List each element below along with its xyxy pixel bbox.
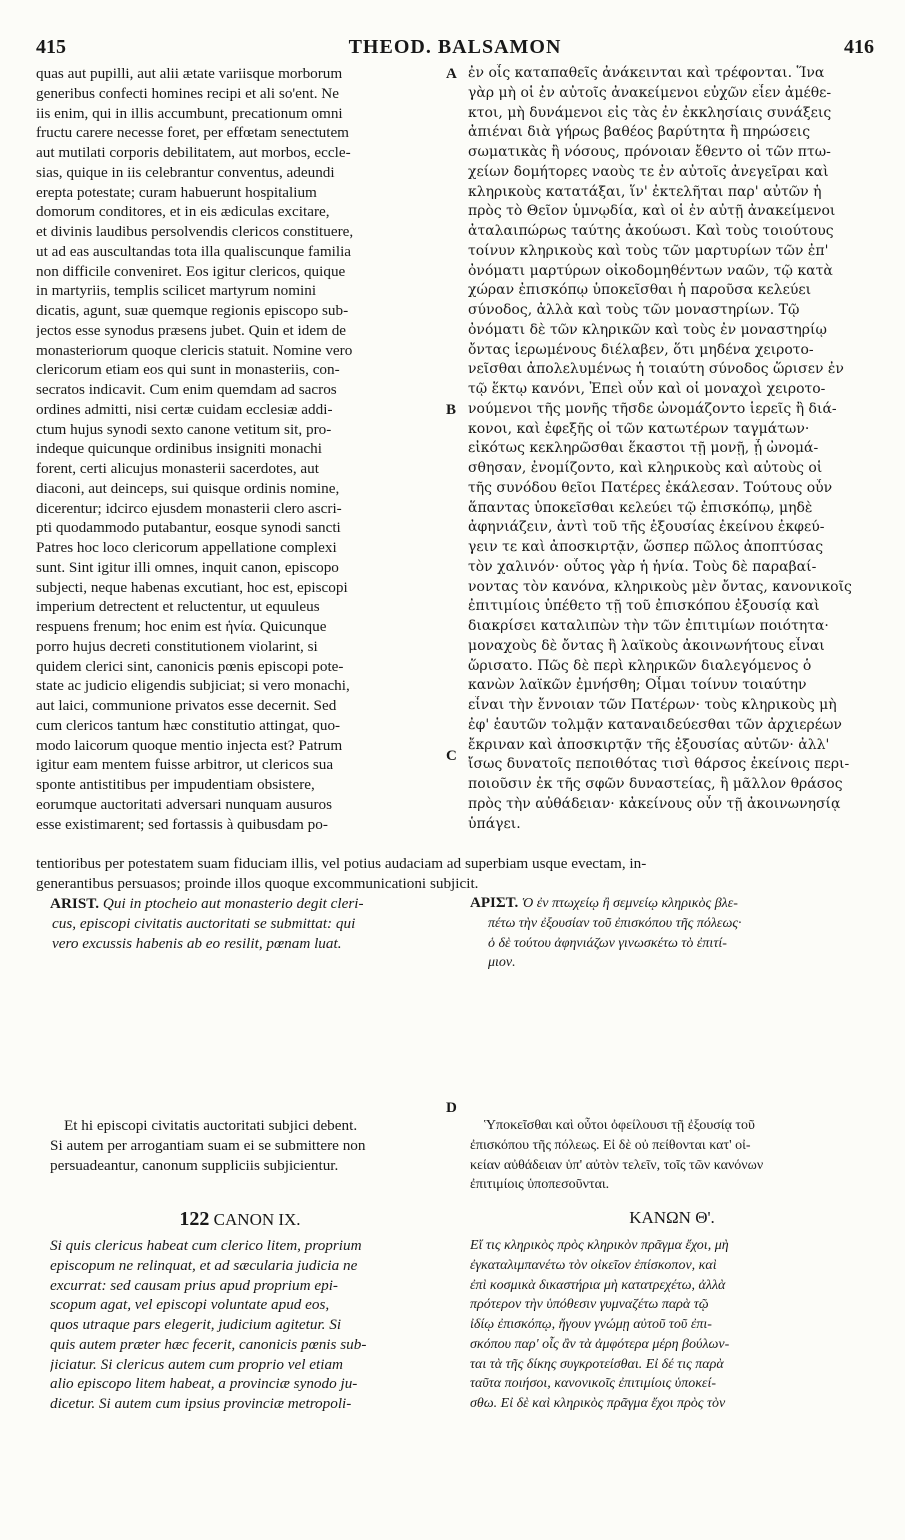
latin-text-line: sponte antistitibus per impudentiam obsistere, xyxy=(36,776,315,793)
greek-text-line: ὀνόματι μαρτύρων οἰκοδομηθέντων ναῶν, τῷ κατὰ xyxy=(468,262,833,279)
greek-text-line: γὰρ μὴ οἱ ἐν αὐτοῖς ἀνακείμενοι εὐχῶν εἶεν ἀμέθε- xyxy=(468,84,832,101)
comment-greek-line: κείαν αὐθάδειαν ὑπ' αὐτὸν τελεῖν, τοῖς τῶν κανόνων xyxy=(470,1157,764,1173)
greek-text-line: εἶναι τὴν ἔννοιαν τῶν Πατέρων· τοὺς κληρικοὺς μὴ xyxy=(468,697,837,713)
greek-text-line: ἐν οἷς καταπαθεῖς ἀνάκεινται καὶ τρέφονται. Ἵνα xyxy=(468,65,825,81)
canon-title-greek: ΚΑΝΩΝ Θ'. xyxy=(629,1208,715,1227)
latin-text-line: sias, quique in iis celebrantur conventus, adeundi xyxy=(36,163,335,181)
canon-latin-line: scopum agat, vel episcopi voluntate apud eos, xyxy=(50,1296,330,1314)
greek-text-line: τῆς συνόδου θεῖοι Πατέρες ἐκάλεσαν. Τούτους οὖν xyxy=(468,479,833,496)
greek-text-line: τῷ ἕκτῳ κανόνι, Ἐπεὶ οὖν καὶ οἱ μοναχοὶ χειροτο- xyxy=(468,381,826,397)
canon-greek-line: ταῦτα ποιήσοι, κανονικοῖς ἐπιτιμίοις ὑποκεί- xyxy=(470,1376,716,1392)
latin-text-line: dicatis, agunt, suæ quemque regionis episcopo sub- xyxy=(36,302,349,319)
canon-greek-line: Εἴ τις κληρικὸς πρὸς κληρικὸν πρᾶγμα ἔχοι, μὴ xyxy=(470,1238,729,1253)
latin-text-line: Patres hoc loco clericorum appellatione complexi xyxy=(36,539,337,556)
canon-latin-line: quos utraque pars elegerit, judicium agitetur. Si xyxy=(50,1316,342,1333)
latin-text-line: cum clericos tantum hæc constitutio attingat, quo- xyxy=(36,716,341,734)
canon-heading-latin xyxy=(36,1208,444,1231)
greek-text-line: διακρίσει καταλιπὼν τὴν τῶν ἐπιτιμίων ποιότητα· xyxy=(468,618,829,634)
greek-text-line: σύνοδος, ἀλλὰ καὶ τοὺς τῶν μοναστηρίων. Τῷ xyxy=(468,302,800,318)
full-width-text xyxy=(36,854,876,894)
latin-text-line: ctum hujus synodi sexto canone vetitum sit, pro- xyxy=(36,420,332,438)
latin-text-line: secratos indicavit. Cum enim quemdam ad sacros xyxy=(36,381,337,398)
greek-text-line: τὸν χαλινόν· οὗτος γὰρ ἡ ἡνία. Τοὺς δὲ παραβαί- xyxy=(468,558,817,575)
canon-page-number: 122 xyxy=(179,1208,210,1230)
latin-text-line: dicerentur; idcirco ejusdem monasterii clero ascri- xyxy=(36,499,342,517)
greek-text-line: ὑπάγει. xyxy=(468,815,521,832)
canon-latin-line: episcopum ne relinquat, et ad sæcularia judicia ne xyxy=(50,1256,358,1274)
canon-greek-line: ἰδίῳ ἐπισκόπῳ, ἤγουν γνώμῃ αὐτοῦ τοῦ ἐπι- xyxy=(470,1317,712,1332)
greek-text-line: μοναχοὺς δὲ ὄντας ἢ λαϊκοὺς ἀκοινωνήτους εἶναι xyxy=(468,637,825,654)
section-marker-a: A xyxy=(446,66,457,82)
section-marker-b: B xyxy=(446,402,457,418)
canon-heading-greek xyxy=(468,1208,876,1228)
greek-text-line: σθησαν, ἐνομίζοντο, καὶ κληρικοὺς καὶ αὐτοὺς οἱ xyxy=(468,460,823,476)
latin-text-line: in martyriis, templis scilicet martyrum nomini xyxy=(36,282,317,300)
latin-text-line: state ac judicio eligendis subjiciat; si vero monachi, xyxy=(36,677,350,695)
greek-text-line: πρὸς τὴν αὐθάδειαν· κἀκείνους οὖν τῇ ἀκοινωνησίᾳ xyxy=(468,795,841,812)
aristenus-greek-line: ὁ δὲ τούτου ἀφηνιάζων γινωσκέτω τὸ ἐπιτί- xyxy=(488,935,727,951)
greek-text-line: ἀπιέναι διὰ γήρως βαθέος βαρύτητα ἢ πηρώσεις xyxy=(468,124,811,141)
latin-text-line: quidem clerici sint, canonicis pœnis episcopi pote- xyxy=(36,657,344,675)
comment-greek-line: ἐπιτιμίοις ὑποπεσοῦνται. xyxy=(470,1177,610,1193)
aristenus-latin xyxy=(50,894,450,953)
canon-greek-line: ἐπὶ κοσμικὰ δικαστήρια μὴ κατατρεχέτω, ἀλλὰ xyxy=(470,1277,726,1293)
latin-text-line: ordines admitti, nisi certæ cuidam ecclesiæ addi- xyxy=(36,400,333,418)
latin-text-line: porro hujus decreti constitutionem violarint, si xyxy=(36,637,318,655)
canon-latin-line: jiciatur. Si clericus autem cum proprio vel etiam xyxy=(50,1355,344,1373)
canon-latin-line: alio episcopo litem habeat, a provinciæ synodo ju- xyxy=(50,1375,358,1393)
aristenus-latin-line: Qui in ptocheio aut monasterio degit cleri- xyxy=(102,895,364,912)
latin-text-line: ut ad eas auscultandas tota illa qualiscunque familia xyxy=(36,242,352,260)
greek-text-line: σωματικὰς ἢ νόσους, πρόνοιαν ἔθεντο οἱ τῶν πτω- xyxy=(468,144,831,160)
greek-text-line: εἰκότως κεκληρῶσθαι ἕκαστοι τῇ μονῇ, ᾗ ὠνομά- xyxy=(468,440,819,457)
greek-text-line: νεῖσθαι ἀπολελυμένως ἡ τοιαύτη σύνοδος ὥρισεν ἐν xyxy=(468,361,844,378)
latin-text-line: clericorum etiam eos qui sunt in monasteriis, con- xyxy=(36,361,340,379)
canon-text-greek xyxy=(470,1236,880,1414)
latin-column xyxy=(36,64,444,834)
section-marker-d: D xyxy=(446,1100,457,1116)
aristenus-greek-line: πέτω τὴν ἐξουσίαν τοῦ ἐπισκόπου τῆς πόλεως· xyxy=(488,915,742,931)
aristenus-greek-line: μιον. xyxy=(488,955,516,971)
latin-text-line: iis enim, qui in illis accumbunt, precationum omni xyxy=(36,104,343,122)
comment-latin-line: Si autem per arrogantiam suam ei se submittere non xyxy=(50,1136,366,1154)
latin-text-line: subjecti, neque habenas excutiant, hoc est, episcopi xyxy=(36,578,348,596)
latin-text-line: forent, certi alicujus monasterii sacerdotes, aut xyxy=(36,460,319,477)
comment-latin-line: persuadeantur, canonum suppliciis subjicientur. xyxy=(50,1156,339,1174)
greek-text-line: κανὼν λαϊκῶν ἐμνήσθη; Οἶμαι τοίνυν τοιαύτην xyxy=(468,677,807,694)
latin-text-line: generibus confecti homines recipi et ali so'ent. Ne xyxy=(36,84,340,102)
latin-text-line: domorum conditores, et in eis ædiculas excitare, xyxy=(36,203,330,221)
latin-text-line: fructu carere necesse foret, per effœtam senectutem xyxy=(36,124,349,142)
running-title: THEOD. BALSAMON xyxy=(348,36,562,58)
greek-text-line: ἐφ' ἑαυτῶν τολμᾷν καταναιδεύεσθαι τῶν ἀρχιερέων xyxy=(468,716,842,733)
latin-text-line: quas aut pupilli, aut alii ætate variisque morborum xyxy=(36,65,343,82)
latin-text-line: sunt. Sint igitur illi omnes, inquit canon, episcopo xyxy=(36,558,339,576)
greek-text-line: ὥρισατο. Πῶς δὲ περὶ κληρικῶν διαλεγόμενος ὁ xyxy=(468,657,812,674)
canon-latin-line: Si quis clericus habeat cum clerico litem, proprium xyxy=(50,1237,362,1254)
greek-text-line: νοντας τὸν κανόνα, κληρικοὺς μὲν ὄντας, κανονικοῖς xyxy=(468,578,852,595)
greek-text-line: πρὸς τὸ Θεῖον ὑμνῳδία, καὶ οἱ ἐν αὐτῇ ἀνακείμενοι xyxy=(468,203,836,220)
aristenus-label-greek: ΑΡΙΣΤ. xyxy=(470,895,519,911)
greek-text-line: χείων δομήτορες ναοὺς τε ἐν αὐτοῖς ἀνεγεῖραι καὶ xyxy=(468,163,829,180)
greek-text-line: νούμενοι τῆς μονῆς τῆσδε ὠνομάζοντο ἱερεῖς ἢ διά- xyxy=(468,400,837,417)
greek-text-line: ποιοῦσιν ἐκ τῆς σφῶν δυναστείας, ἢ μᾶλλον θράσος xyxy=(468,776,843,792)
latin-text-line: eorumque auctoritati adversari nunquam ausuros xyxy=(36,795,333,813)
comment-greek-line: ἐπισκόπου τῆς πόλεως. Εἰ δὲ οὐ πείθονται κατ' οἰ- xyxy=(470,1137,751,1153)
full-width-line: generantibus persuasos; proinde illos quoque excommunicationi subjicit. xyxy=(36,874,479,892)
aristenus-latin-line: cus, episcopi civitatis auctoritati se submittat: qui xyxy=(52,914,356,932)
canon-greek-line: σθω. Εἰ δὲ καὶ κληρικὸς πρᾶγμα ἔχοι πρὸς τὸν xyxy=(470,1396,726,1411)
greek-text-line: ἴσως δυνατοῖς πεποιθότας τισὶ θάρσος ἐκείνοις περι- xyxy=(468,756,850,773)
greek-text-line: χώραν ἐπισκόπῳ ὑποκεῖσθαι ἡ παροῦσα κελεύει xyxy=(468,282,812,299)
canon-greek-line: ται τὰ τῆς δίκης συγκροτείσθαι. Εἰ δέ τις παρὰ xyxy=(470,1356,724,1372)
greek-text-line: τοίνυν κληρικοὺς καὶ τοὺς τῶν μαρτυρίων τῶν ἐπ' xyxy=(468,242,829,259)
canon-latin-line: quis autem præter hæc fecerit, canonicis pœnis sub- xyxy=(50,1335,367,1353)
canon-text-latin xyxy=(50,1236,450,1414)
greek-text-line: ἀταλαιπώρως ταύτης ἀκούωσι. Καὶ τοὺς τοιούτους xyxy=(468,223,834,239)
canon-title-latin: CANON IX. xyxy=(213,1210,301,1229)
greek-text-line: κτοι, μὴ δυνάμενοι εἰς τὰς ἐν ἐκκλησίαις συνάξεις xyxy=(468,104,832,121)
latin-text-line: pti quodammodo putabantur, eosque synodi sancti xyxy=(36,519,341,537)
canon-latin-line: excurrat: sed causam prius apud proprium epi- xyxy=(50,1276,338,1294)
latin-text-line: jectos esse synodus præsens jubet. Quin et idem de xyxy=(36,321,347,339)
comment-latin xyxy=(50,1116,450,1175)
page-number-left: 415 xyxy=(36,36,66,58)
aristenus-greek-line: Ὁ ἐν πτωχείῳ ἢ σεμνείῳ κληρικὸς βλε- xyxy=(521,896,738,911)
greek-column xyxy=(468,64,876,834)
latin-text-line: non difficile conveniret. Eos igitur clericos, quique xyxy=(36,262,346,280)
greek-text-line: γειν τε καὶ ἀποσκιρτᾷν, ὥσπερ πῶλος ἀποπτύσας xyxy=(468,539,824,555)
latin-text-line: monasteriorum quoque clericis statuit. Nomine vero xyxy=(36,341,353,359)
latin-text-line: diaconi, aut deinceps, sui quisque ordinis nomine, xyxy=(36,479,340,497)
aristenus-latin-line: vero excussis habenis ab eo resilit, pœnam luat. xyxy=(52,934,342,952)
latin-text-line: aut mutilati corporis debilitatem, aut morbos, eccle- xyxy=(36,144,351,161)
canon-greek-line: πρότερον τὴν ὑπόθεσιν γυμναζέτω παρὰ τῷ xyxy=(470,1297,709,1313)
aristenus-label-latin: ARIST. xyxy=(50,895,100,912)
latin-text-line: modo laicorum quoque mentio injecta est? Patrum xyxy=(36,736,343,754)
latin-text-line: erepta potestate; curam habuerunt hospitalium xyxy=(36,183,317,201)
section-marker-c: C xyxy=(446,748,457,764)
canon-greek-line: ἐγκαταλιμπανέτω τὸν οἰκεῖον ἐπίσκοπον, καὶ xyxy=(470,1257,717,1273)
full-width-line: tentioribus per potestatem suam fiduciam illis, vel potius audaciam ad superbiam usque evectam, in- xyxy=(36,855,647,872)
greek-text-line: ὀνόματι δὲ τῶν κληρικῶν καὶ τοὺς ἐν μοναστηρίῳ xyxy=(468,321,827,338)
greek-text-line: ἐπιτιμίοις ὑπέθετο τῇ τοῦ ἐπισκόπου ἐξουσίᾳ καὶ xyxy=(468,598,820,615)
latin-text-line: imperium detrectent et reluctentur, ut equuleus xyxy=(36,598,320,616)
latin-text-line: respuens frenum; hoc enim est ἡνία. Quicunque xyxy=(36,618,327,635)
greek-text-line: ἀφηνιάζειν, ἀντὶ τοῦ τῆς ἐξουσίας ἐκείνου ἐκφεύ- xyxy=(468,519,825,536)
aristenus-greek xyxy=(470,894,880,973)
page-number-right: 416 xyxy=(844,36,874,58)
latin-text-line: aut laici, communione privatos esse decernit. Sed xyxy=(36,697,337,714)
comment-greek xyxy=(470,1116,880,1195)
greek-text-line: ἅπαντας ὑποκεῖσθαι κελεύει τῷ ἐπισκόπῳ, μηδὲ xyxy=(468,499,813,516)
greek-text-line: ὄντας ἱερωμένους διέλαβεν, ὅτι μηδένα χειροτο- xyxy=(468,341,814,358)
comment-latin-line: Et hi episcopi civitatis auctoritati subjici debent. xyxy=(64,1117,358,1134)
page-header xyxy=(36,36,874,62)
canon-greek-line: σκόπου παρ' οἷς ἂν τὰ ἀμφότερα μέρη βούλων- xyxy=(470,1336,730,1352)
latin-text-line: indeque quicunque ordinibus insigniti monachi xyxy=(36,440,322,458)
greek-text-line: ἔκριναν καὶ ἀποσκιρτᾷν τῆς ἐξουσίας αὐτῶν· ἀλλ' xyxy=(468,736,830,753)
latin-text-line: igitur eam mentem fuisse arbitror, ut clericos sua xyxy=(36,756,334,774)
greek-text-line: κληρικοὺς κατατάξαι, ἵν' ἐκτελῆται παρ' αὐτῶν ἡ xyxy=(468,183,822,200)
latin-text-line: esse existimarent; sed fortassis à quibusdam po- xyxy=(36,815,328,833)
latin-text-line: et divinis laudibus persolvendis clericos constituere, xyxy=(36,223,354,240)
comment-greek-line: Ὑποκεῖσθαι καὶ οὗτοι ὀφείλουσι τῇ ἐξουσίᾳ τοῦ xyxy=(484,1118,755,1133)
canon-latin-line: dicetur. Si autem cum ipsius provinciæ metropoli- xyxy=(50,1395,352,1412)
greek-text-line: κονοι, καὶ ἐφεξῆς οἱ τῶν κατωτέρων ταγμάτων· xyxy=(468,420,810,437)
